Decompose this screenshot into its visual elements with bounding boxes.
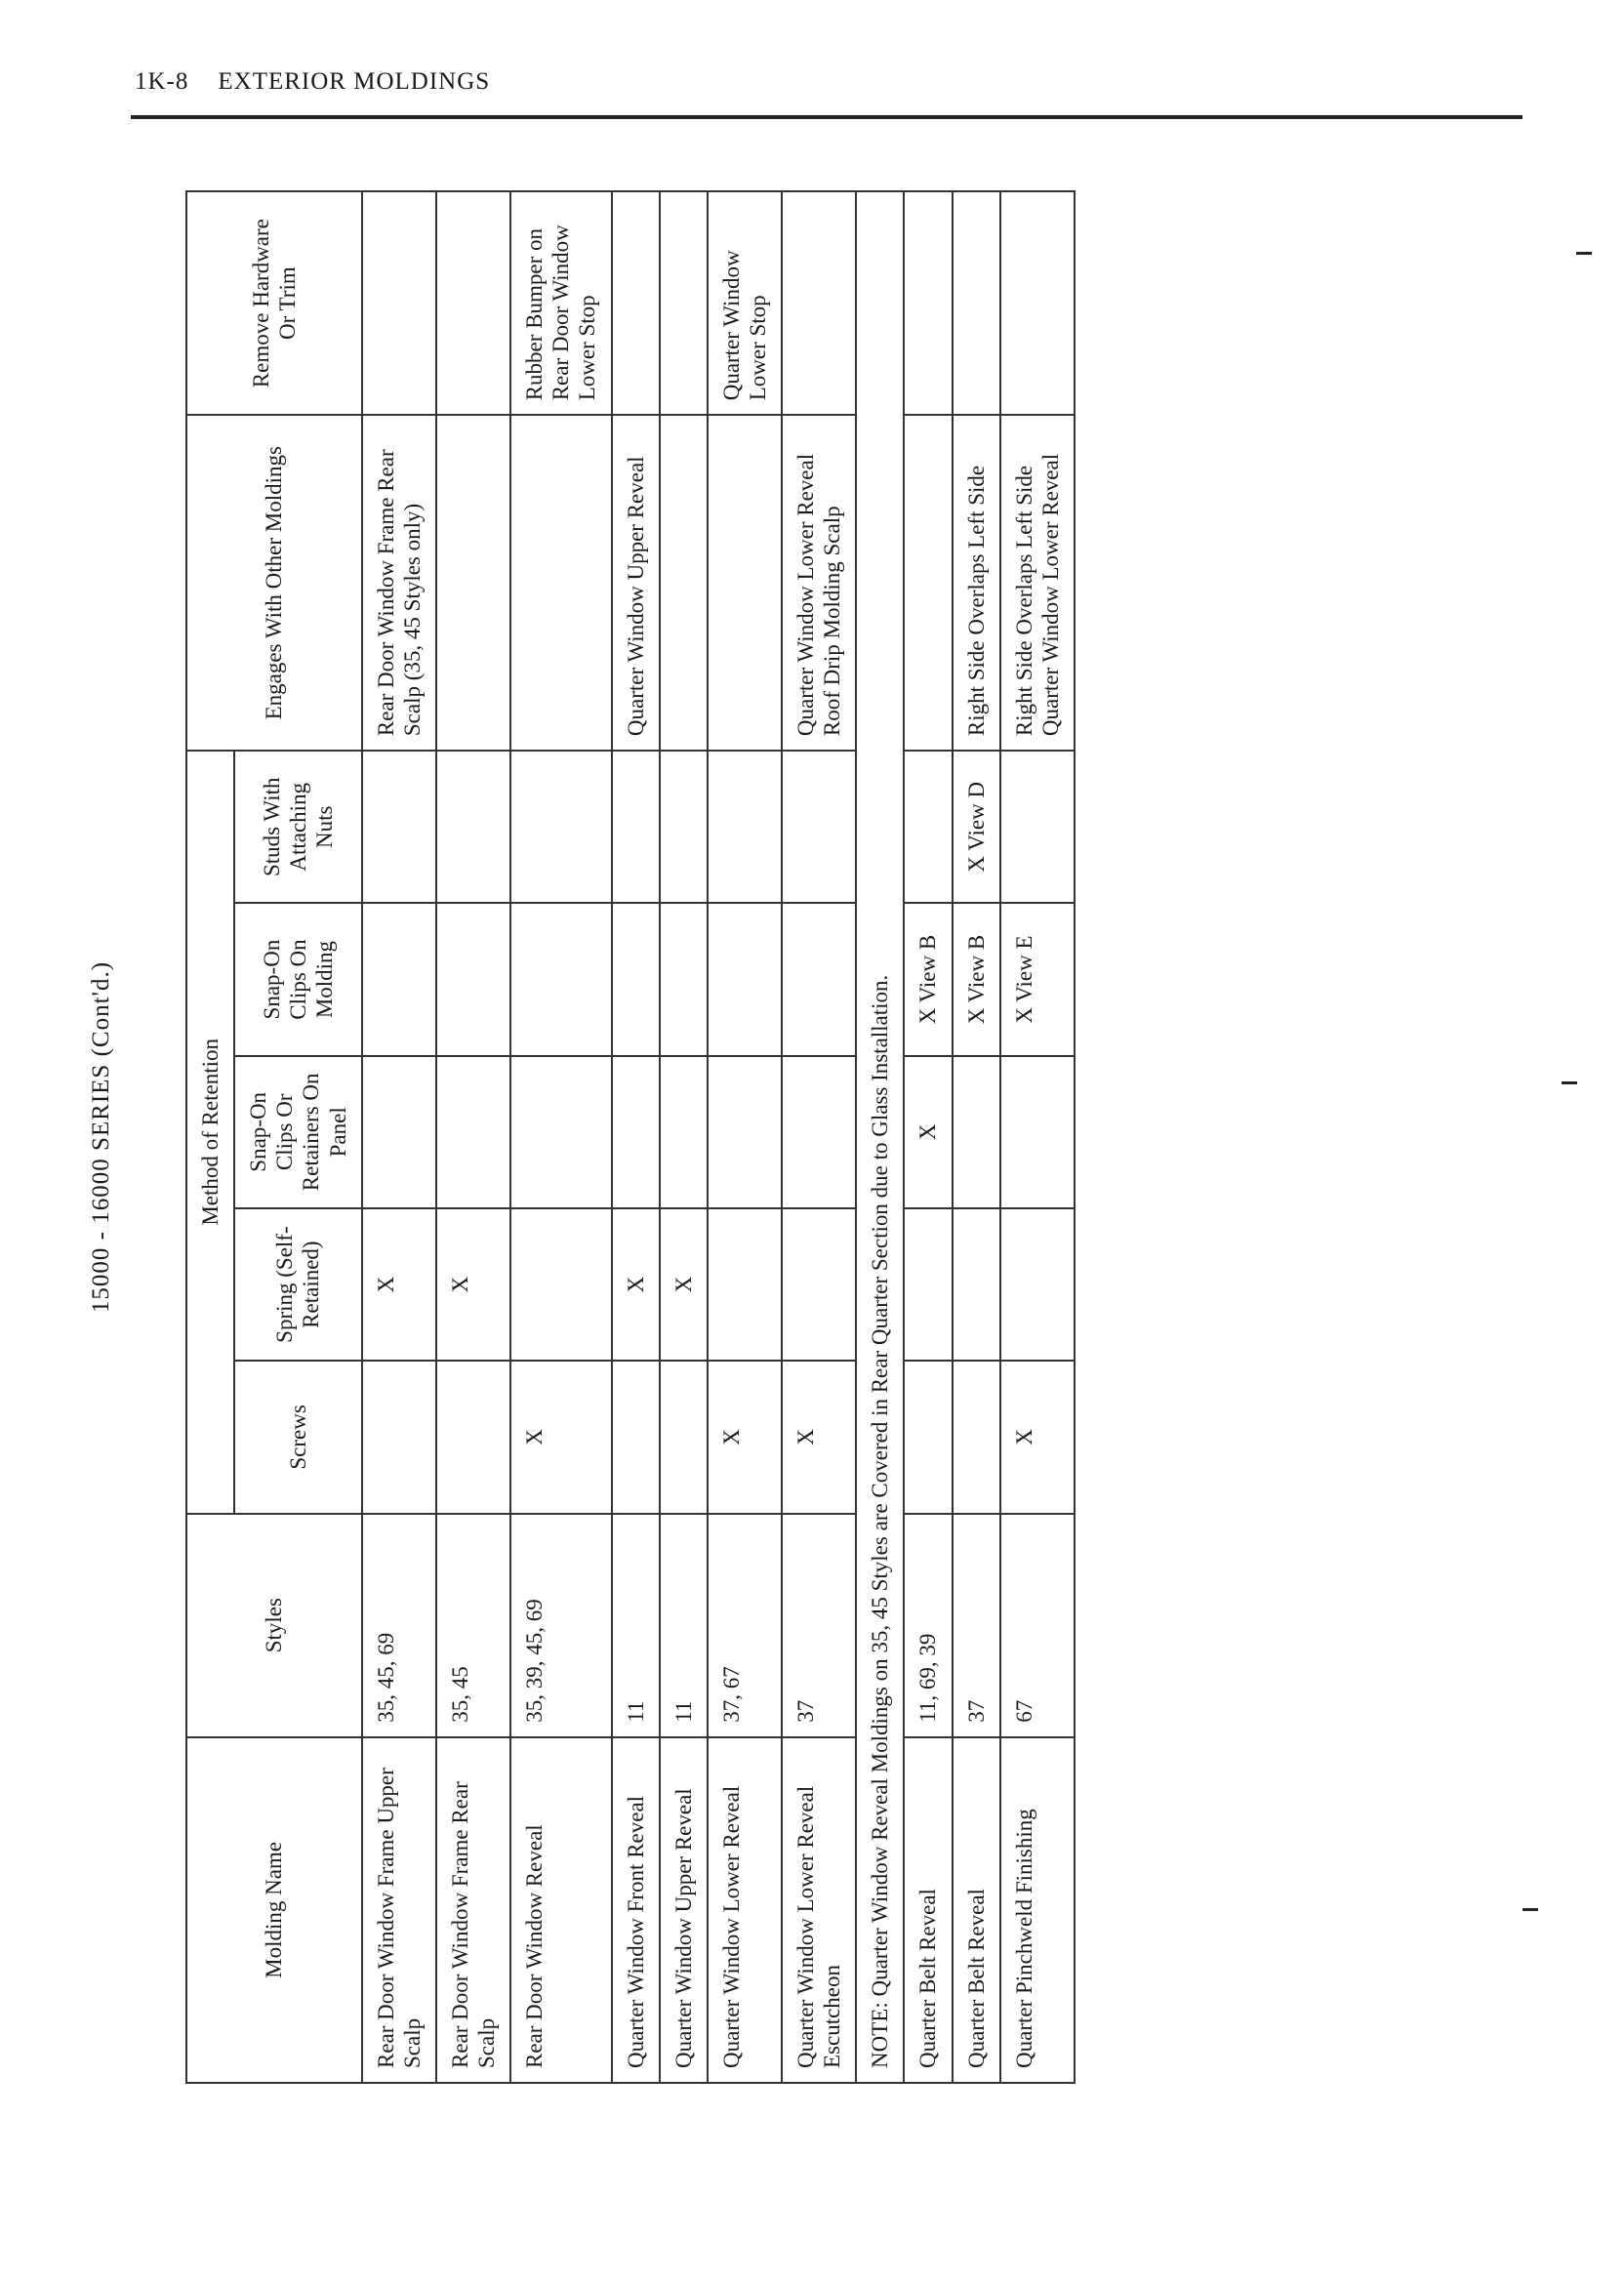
remove-cell bbox=[362, 191, 436, 415]
screws-cell bbox=[904, 1361, 952, 1513]
molding-name-cell: Quarter Window Upper Reveal bbox=[660, 1737, 708, 2083]
screws-cell: X bbox=[708, 1361, 782, 1513]
studs-cell bbox=[612, 751, 660, 903]
remove-cell bbox=[782, 191, 856, 415]
snap-panel-cell bbox=[782, 1056, 856, 1208]
table-row bbox=[510, 191, 611, 2083]
margin-mark bbox=[1562, 1081, 1577, 1084]
remove-cell bbox=[436, 191, 510, 415]
styles-cell: 11, 69, 39 bbox=[904, 1514, 952, 1737]
studs-cell bbox=[362, 751, 436, 903]
screws-cell: X bbox=[782, 1361, 856, 1513]
screws-cell bbox=[953, 1361, 1000, 1513]
remove-cell bbox=[904, 191, 952, 415]
studs-cell: X View D bbox=[953, 751, 1000, 903]
engages-cell bbox=[510, 415, 611, 751]
styles-cell: 67 bbox=[1000, 1514, 1075, 1737]
remove-cell: Quarter Window Lower Stop bbox=[708, 191, 782, 415]
styles-cell: 35, 39, 45, 69 bbox=[510, 1514, 611, 1737]
snap-molding-cell bbox=[362, 903, 436, 1055]
screws-cell bbox=[612, 1361, 660, 1513]
engages-cell bbox=[904, 415, 952, 751]
remove-cell: Rubber Bumper on Rear Door Window Lower Stop bbox=[510, 191, 611, 415]
col-header-spring: Spring (Self-Retained) bbox=[234, 1208, 362, 1361]
col-header-styles: Styles bbox=[186, 1514, 362, 1737]
snap-panel-cell bbox=[660, 1056, 708, 1208]
styles-cell: 11 bbox=[612, 1514, 660, 1737]
remove-cell bbox=[1000, 191, 1075, 415]
remove-cell bbox=[953, 191, 1000, 415]
snap-molding-cell: X View E bbox=[1000, 903, 1075, 1055]
studs-cell bbox=[510, 751, 611, 903]
col-header-snap-molding: Snap-On Clips On Molding bbox=[234, 903, 362, 1055]
col-header-snap-panel: Snap-On Clips Or Retainers On Panel bbox=[234, 1056, 362, 1208]
screws-cell: X bbox=[1000, 1361, 1075, 1513]
remove-cell bbox=[612, 191, 660, 415]
engages-cell: Right Side Overlaps Left Side bbox=[953, 415, 1000, 751]
col-header-engages: Engages With Other Moldings bbox=[186, 415, 362, 751]
snap-molding-cell bbox=[708, 903, 782, 1055]
studs-cell bbox=[660, 751, 708, 903]
table-row bbox=[1000, 191, 1075, 2083]
engages-cell: Quarter Window Upper Reveal bbox=[612, 415, 660, 751]
rotated-table-stage bbox=[88, 190, 1532, 2084]
styles-cell: 37 bbox=[953, 1514, 1000, 1737]
spring-cell bbox=[953, 1208, 1000, 1361]
spring-cell bbox=[708, 1208, 782, 1361]
table-note: NOTE: Quarter Window Reveal Moldings on 35, 45 Styles are Covered in Rear Quarter Section due to Glass Installation. bbox=[856, 191, 904, 2083]
page-number: 1K-8 bbox=[135, 68, 189, 95]
molding-name-cell: Quarter Window Lower Reveal bbox=[708, 1737, 782, 2083]
col-header-screws: Screws bbox=[234, 1361, 362, 1513]
remove-cell bbox=[660, 191, 708, 415]
spring-cell: X bbox=[436, 1208, 510, 1361]
table-row bbox=[782, 191, 856, 2083]
col-header-remove: Remove Hardware Or Trim bbox=[186, 191, 362, 415]
snap-molding-cell: X View B bbox=[904, 903, 952, 1055]
table-row bbox=[953, 191, 1000, 2083]
series-title: 15000 - 16000 SERIES (Cont'd.) bbox=[88, 960, 114, 1314]
screws-cell bbox=[362, 1361, 436, 1513]
retention-table bbox=[185, 190, 1076, 2084]
table-row bbox=[612, 191, 660, 2083]
snap-panel-cell bbox=[362, 1056, 436, 1208]
page-header bbox=[135, 68, 490, 96]
screws-cell bbox=[660, 1361, 708, 1513]
molding-name-cell: Quarter Belt Reveal bbox=[953, 1737, 1000, 2083]
spring-cell bbox=[904, 1208, 952, 1361]
table-row bbox=[660, 191, 708, 2083]
engages-cell bbox=[708, 415, 782, 751]
snap-panel-cell bbox=[436, 1056, 510, 1208]
engages-cell: Rear Door Window Frame Rear Scalp (35, 45 Styles only) bbox=[362, 415, 436, 751]
molding-name-cell: Quarter Belt Reveal bbox=[904, 1737, 952, 2083]
studs-cell bbox=[904, 751, 952, 903]
header-rule bbox=[131, 115, 1522, 119]
engages-cell: Quarter Window Lower Reveal Roof Drip Molding Scalp bbox=[782, 415, 856, 751]
screws-cell bbox=[436, 1361, 510, 1513]
spring-cell: X bbox=[660, 1208, 708, 1361]
studs-cell bbox=[1000, 751, 1075, 903]
table-row bbox=[904, 191, 952, 2083]
spring-cell: X bbox=[612, 1208, 660, 1361]
molding-name-cell: Rear Door Window Frame Upper Scalp bbox=[362, 1737, 436, 2083]
molding-name-cell: Quarter Window Lower Reveal Escutcheon bbox=[782, 1737, 856, 2083]
studs-cell bbox=[436, 751, 510, 903]
molding-name-cell: Quarter Window Front Reveal bbox=[612, 1737, 660, 2083]
molding-name-cell: Rear Door Window Frame Rear Scalp bbox=[436, 1737, 510, 2083]
snap-molding-cell bbox=[436, 903, 510, 1055]
styles-cell: 35, 45, 69 bbox=[362, 1514, 436, 1737]
styles-cell: 11 bbox=[660, 1514, 708, 1737]
engages-cell bbox=[660, 415, 708, 751]
note-row bbox=[856, 191, 904, 2083]
snap-panel-cell bbox=[708, 1056, 782, 1208]
table-row bbox=[362, 191, 436, 2083]
spring-cell bbox=[510, 1208, 611, 1361]
spring-cell bbox=[782, 1208, 856, 1361]
snap-panel-cell bbox=[612, 1056, 660, 1208]
snap-panel-cell bbox=[510, 1056, 611, 1208]
col-header-molding-name: Molding Name bbox=[186, 1737, 362, 2083]
studs-cell bbox=[782, 751, 856, 903]
molding-name-cell: Rear Door Window Reveal bbox=[510, 1737, 611, 2083]
studs-cell bbox=[708, 751, 782, 903]
styles-cell: 35, 45 bbox=[436, 1514, 510, 1737]
snap-molding-cell bbox=[660, 903, 708, 1055]
snap-panel-cell: X bbox=[904, 1056, 952, 1208]
section-title: EXTERIOR MOLDINGS bbox=[218, 68, 491, 95]
engages-cell: Right Side Overlaps Left Side Quarter Window Lower Reveal bbox=[1000, 415, 1075, 751]
spring-cell bbox=[1000, 1208, 1075, 1361]
snap-molding-cell bbox=[510, 903, 611, 1055]
styles-cell: 37 bbox=[782, 1514, 856, 1737]
styles-cell: 37, 67 bbox=[708, 1514, 782, 1737]
table-row bbox=[708, 191, 782, 2083]
snap-panel-cell bbox=[953, 1056, 1000, 1208]
engages-cell bbox=[436, 415, 510, 751]
snap-molding-cell bbox=[612, 903, 660, 1055]
margin-mark bbox=[1576, 252, 1592, 255]
header-row bbox=[186, 191, 234, 2083]
spring-cell: X bbox=[362, 1208, 436, 1361]
snap-molding-cell bbox=[782, 903, 856, 1055]
molding-name-cell: Quarter Pinchweld Finishing bbox=[1000, 1737, 1075, 2083]
snap-molding-cell: X View B bbox=[953, 903, 1000, 1055]
col-header-studs: Studs With Attaching Nuts bbox=[234, 751, 362, 903]
table-row bbox=[436, 191, 510, 2083]
snap-panel-cell bbox=[1000, 1056, 1075, 1208]
screws-cell: X bbox=[510, 1361, 611, 1513]
col-header-method-of-retention: Method of Retention bbox=[186, 751, 234, 1513]
